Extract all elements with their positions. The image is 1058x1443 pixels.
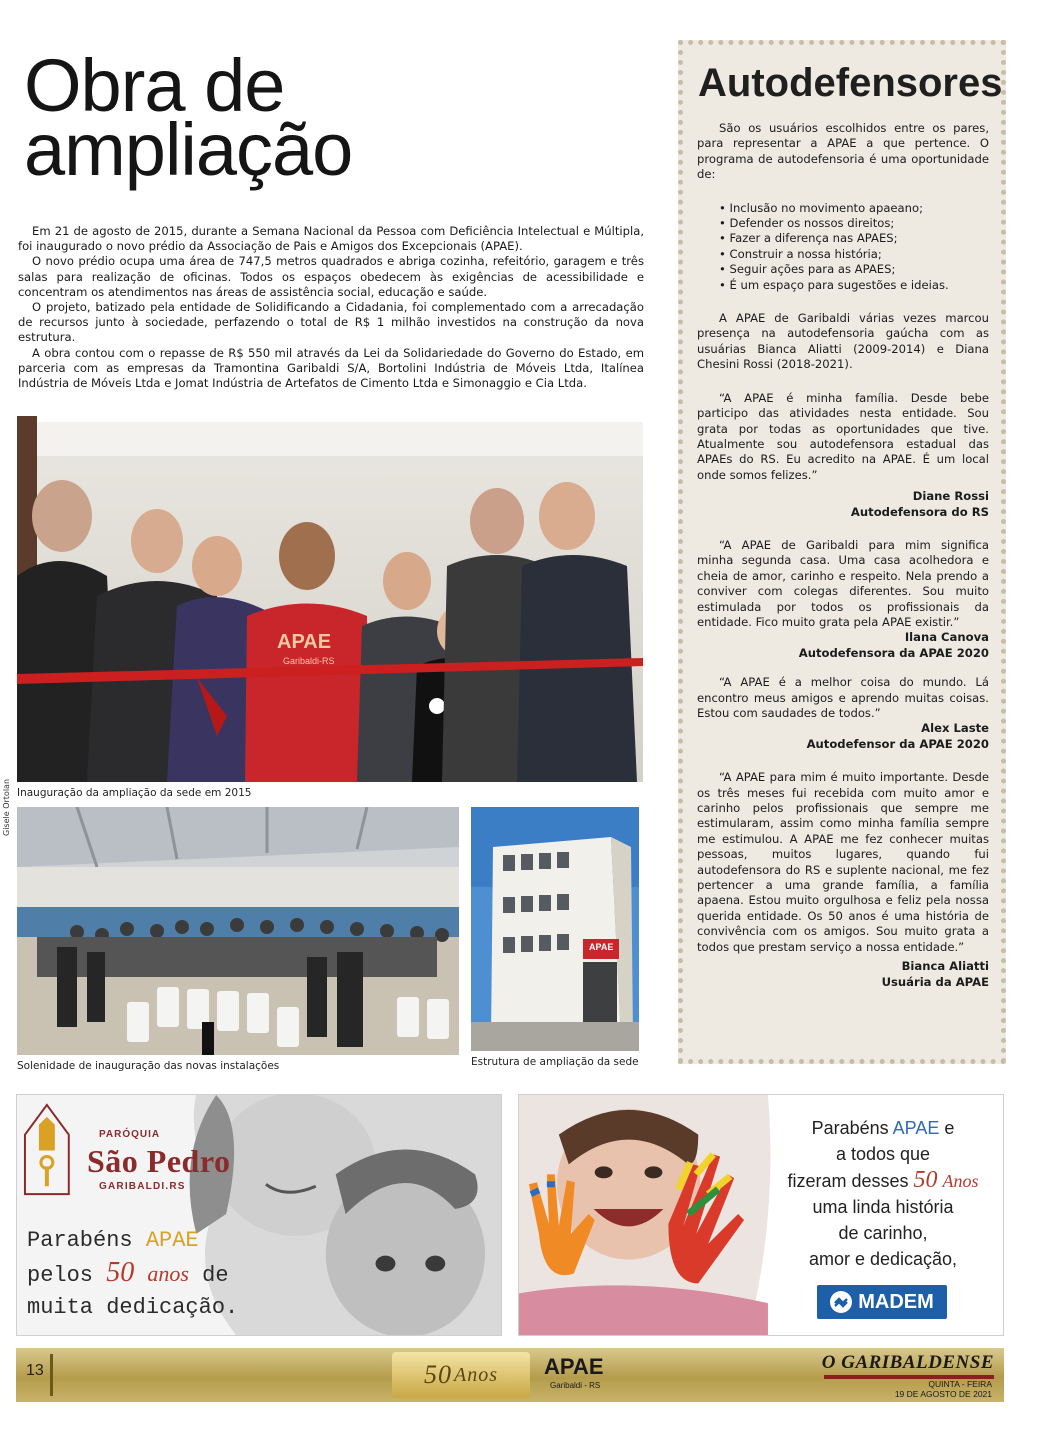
madem-msg-anos: Anos — [942, 1171, 979, 1191]
article-body — [18, 224, 644, 391]
sidebar-title: Autodefensores — [698, 61, 1003, 105]
article-title-line1: Obra de — [24, 44, 285, 127]
page-footer — [16, 1348, 1004, 1402]
parish-msg-apae: APAE — [145, 1228, 199, 1253]
quote-author: Alex Laste — [921, 721, 989, 736]
building-apae-sign: APAE — [589, 942, 614, 952]
parish-msg-text: pelos — [27, 1263, 107, 1288]
building-photo-caption: Estrutura de ampliação da sede — [471, 1056, 639, 1068]
list-item: • É um espaço para sugestões e ideias. — [719, 278, 989, 293]
ribbon-cutting-illustration — [17, 416, 643, 782]
quote-author: Bianca Aliatti — [901, 959, 989, 974]
quote-role: Usuária da APAE — [881, 974, 989, 989]
parish-label: PARÓQUIA — [99, 1129, 161, 1140]
quote-block — [697, 770, 989, 990]
madem-msg-text: e — [939, 1118, 955, 1138]
madem-msg-apae: APAE — [892, 1118, 940, 1138]
ceremony-photo-caption: Solenidade de inauguração das novas instalações — [17, 1060, 280, 1072]
madem-msg-text: de carinho, — [838, 1223, 928, 1243]
shirt-apae-text: APAE — [277, 631, 332, 653]
parish-ad — [16, 1094, 502, 1336]
madem-msg-text: Parabéns — [811, 1118, 893, 1138]
sidebar-intro: São os usuários escolhidos entre os pares, para representar a APAE a que pertence. O programa de autodefensoria é uma oportunidade de: — [697, 121, 989, 182]
article-paragraph: O projeto, batizado pela entidade de Solidificando a Cidadania, foi complementado com a arrecadação de recursos junto à sociedade, perfazendo o total de R$ 1 milhão investidos na construção da nova estrutura. — [18, 300, 644, 345]
parish-city: GARIBALDI.RS — [99, 1181, 186, 1192]
list-item: • Seguir ações para as APAES; — [719, 262, 989, 277]
parish-msg-anos: anos — [147, 1261, 189, 1286]
footer-apae-city: Garibaldi - RS — [550, 1381, 601, 1390]
fifty-years-badge — [392, 1352, 530, 1398]
list-item: • Inclusão no movimento apaeano; — [719, 201, 989, 216]
quote-role: Autodefensor da APAE 2020 — [806, 736, 989, 751]
autodefensores-box — [678, 40, 1006, 1064]
parish-msg-text: muita dedicação. — [27, 1295, 239, 1320]
page-number: 13 — [26, 1362, 44, 1379]
parish-msg-text: de — [188, 1263, 229, 1288]
ceremony-photo — [17, 807, 459, 1055]
quote-author: Ilana Canova — [904, 630, 989, 645]
parish-name: São Pedro — [87, 1143, 231, 1179]
madem-msg-text: a todos que — [835, 1144, 931, 1164]
ceremony-illustration — [17, 807, 459, 1055]
sidebar-list — [719, 201, 989, 293]
footer-divider — [50, 1354, 53, 1396]
quote-text: “A APAE de Garibaldi para mim significa minha segunda casa. Uma casa acolhedora e cheia de amor, carinho e respeito. Nela prendo a conviver com colegas diferentes. Sou muito estimulada por todos os profissionais da entidade. Fico muito grata pela APAE existir.” — [697, 537, 989, 629]
main-photo-caption: Inauguração da ampliação da sede em 2015 — [17, 787, 252, 799]
list-item: • Fazer a diferença nas APAES; — [719, 231, 989, 246]
quote-text: “A APAE é a melhor coisa do mundo. Lá encontro meus amigos e aprendo muitas coisas. Estou com saudades de todos.” — [697, 675, 989, 720]
quote-block — [697, 538, 989, 661]
madem-ad — [518, 1094, 1004, 1336]
edition-date — [895, 1380, 992, 1399]
article-title-line2: ampliação — [24, 108, 353, 191]
quote-text: “A APAE para mim é muito importante. Desde os três meses fui recebida com muito amor e carinho pelos profissionais que sempre me estimularam, assim como minha família sempre me estimulou. A APAE me fez conhecer muitas pessoas, muitos lugares, quando fui autodefensora do RS e suplente nacional, me fez pertencer a uma grande família, a família apaena. Estou muito orgulhosa e feliz pela nossa querida entidade. Os 50 anos é uma história de convivência com os amigos. Sou muito grata a todos que prestam serviço a nossa entidade.” — [697, 770, 989, 954]
sidebar-paragraph: A APAE de Garibaldi várias vezes marcou presença na autodefensoria gaúcha com as usuárias Bianca Aliatti (2009-2014) e Diana Chesini Rossi (2018-2021). — [697, 311, 989, 372]
fifty-years-number: 50 — [424, 1360, 452, 1389]
madem-msg-text: amor e dedicação, — [808, 1249, 958, 1269]
quote-block — [697, 391, 989, 520]
quote-author: Diane Rossi — [912, 489, 989, 504]
footer-apae-logo: APAE — [544, 1354, 604, 1379]
madem-logo-text: MADEM — [858, 1290, 934, 1313]
madem-msg-text: uma linda história — [812, 1197, 954, 1217]
parish-msg-fifty: 50 — [106, 1257, 135, 1288]
edition-weekday: QUINTA - FEIRA — [928, 1379, 992, 1389]
list-item: • Construir a nossa história; — [719, 247, 989, 262]
quote-role: Autodefensora do RS — [850, 504, 989, 519]
article-title — [24, 44, 644, 191]
list-item: • Defender os nossos direitos; — [719, 216, 989, 231]
quote-text: “A APAE é minha família. Desde bebe participo das atividades nesta entidade. Sou grata por todas as oportunidades que tive. Atualmente sou autodefensora estadual das APAEs do RS. Eu acredito na APAE. É um local onde somos felizes.” — [697, 390, 989, 482]
article-paragraph: Em 21 de agosto de 2015, durante a Semana Nacional da Pessoa com Deficiência Intelectual e Múltipla, foi inaugurado o novo prédio da Associação de Pais e Amigos dos Excepcionais (APAE). — [18, 224, 644, 254]
edition-full-date: 19 DE AGOSTO DE 2021 — [894, 1388, 992, 1399]
newspaper-masthead: O GARIBALDENSE — [821, 1352, 994, 1373]
madem-ad-message — [763, 1115, 1003, 1272]
parish-ad-message — [27, 1225, 238, 1324]
shirt-garibaldi-text: Garibaldi-RS — [283, 656, 335, 666]
article-paragraph: A obra contou com o repasse de R$ 550 mil através da Lei da Solidariedade do Governo do Estado, em parceria com as empresas da Tramontina Garibaldi S/A, Bortolini Indústria de Móveis Ltda, Italínea Indústria de Móveis Ltda e Jomat Indústria de Artefatos de Cimento Ltda e Simonaggio e Cia Ltda. — [18, 345, 644, 391]
madem-logo — [817, 1285, 947, 1319]
building-illustration — [471, 807, 639, 1051]
madem-logo-icon — [830, 1291, 852, 1313]
article-paragraph: O novo prédio ocupa uma área de 747,5 metros quadrados e abriga cozinha, refeitório, garagem e três salas para realização de oficinas. Todos os espaços obedecem às exigências de acessibilidade e concentram os atendimentos nas áreas de assistência social, educação e saúde. — [18, 254, 644, 299]
ribbon-cutting-photo — [17, 416, 643, 782]
sidebar-body — [697, 121, 989, 990]
madem-msg-fifty: 50 — [913, 1167, 938, 1193]
parish-msg-text: Parabéns — [27, 1228, 146, 1253]
madem-msg-text: fizeram desses — [787, 1171, 914, 1191]
building-photo — [471, 807, 639, 1051]
photo-credit: Gisele Ortolan — [2, 778, 11, 836]
quote-role: Autodefensora da APAE 2020 — [798, 645, 989, 660]
quote-block — [697, 675, 989, 752]
fifty-years-anos: Anos — [454, 1363, 498, 1386]
